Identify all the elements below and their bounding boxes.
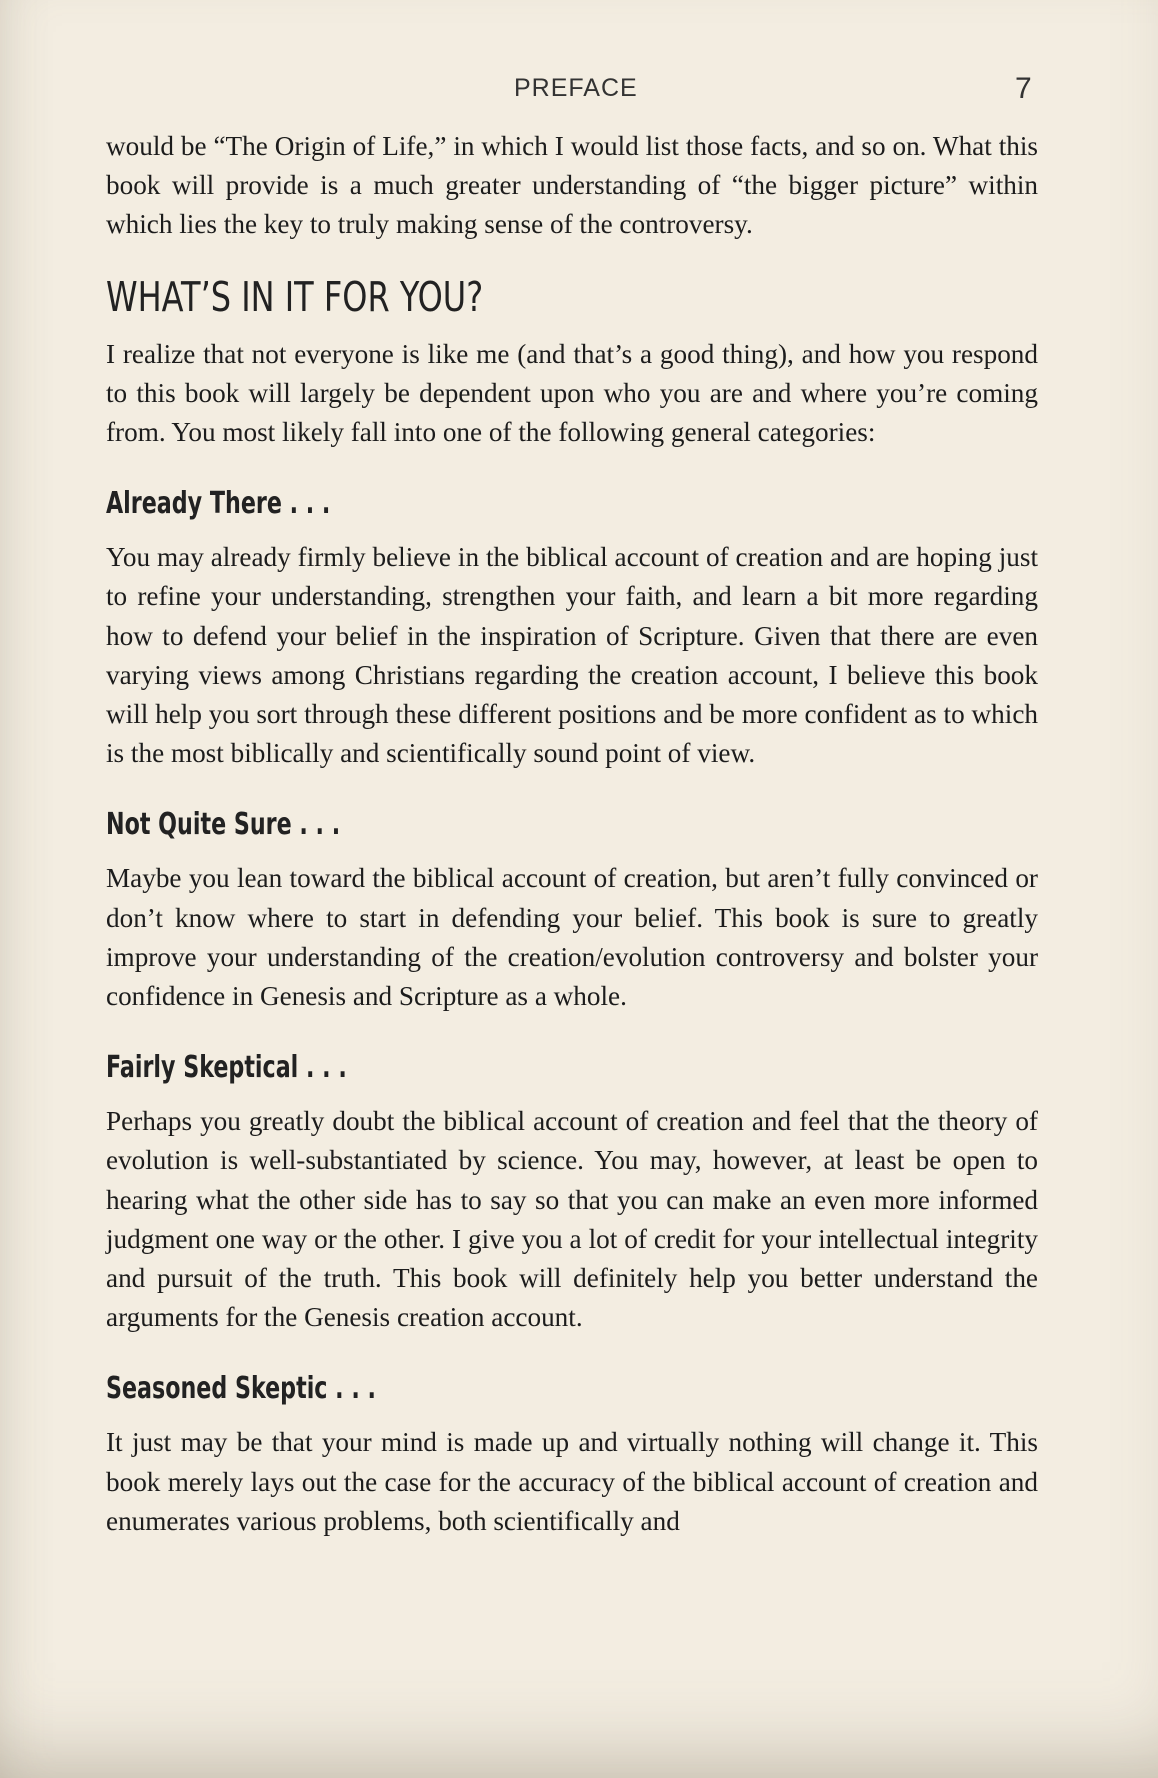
section-heading: WHAT’S IN IT FOR YOU?: [106, 272, 484, 321]
page-number: 7: [1015, 72, 1032, 105]
category-heading-fairly-skeptical: Fairly Skeptical . . .: [106, 1050, 347, 1086]
category-heading-not-quite-sure: Not Quite Sure . . .: [106, 807, 341, 843]
category-paragraph-seasoned-skeptic: It just may be that your mind is made up and virtually nothing will change it. This book merely lays out the case for the accuracy of the biblical account of creation and enumerates various problems, both scientifically and: [106, 1427, 1038, 1536]
category-paragraph-already-there: You may already firmly believe in the biblical account of creation and are hoping just to refine your understanding, strengthen your faith, and learn a bit more regarding how to defend your belief in the inspiration of Scripture. Given that there are even varying views among Christians regarding the creation account, I believe this book will help you sort through these different positions and be more confident as to which is the most biblically and scientifically sound point of view.: [106, 542, 1038, 769]
page-content: [106, 127, 1038, 1541]
intro-paragraph: would be “The Origin of Life,” in which I would list those facts, and so on. What this book will provide is a much greater understanding of “the bigger picture” within which lies the key to truly making sense of the controversy.: [106, 131, 1038, 240]
category-heading-already-there: Already There . . .: [106, 486, 331, 522]
running-head: [0, 72, 1158, 112]
section-paragraph: I realize that not everyone is like me (and that’s a good thing), and how you respond to this book will largely be dependent upon who you are and where you’re coming from. You most likely fall into one of the following general categories:: [106, 338, 1038, 448]
category-paragraph-fairly-skeptical: Perhaps you greatly doubt the biblical account of creation and feel that the theory of evolution is well-substantiated by science. You may, however, at least be open to hearing what the other side has to say so that you can make an even more informed judgment one way or the other. I give you a lot of credit for your intellectual integrity and pursuit of the truth. This book will definitely help you better understand the arguments for the Genesis creation account.: [106, 1106, 1038, 1333]
running-title: PREFACE: [514, 74, 638, 102]
category-heading-seasoned-skeptic: Seasoned Skeptic . . .: [106, 1371, 376, 1407]
category-paragraph-not-quite-sure: Maybe you lean toward the biblical account of creation, but aren’t fully convinced or don’t know where to start in defending your belief. This book is sure to greatly improve your understanding of the creation/evolution controversy and bolster your confidence in Genesis and Scripture as a whole.: [106, 863, 1038, 1012]
